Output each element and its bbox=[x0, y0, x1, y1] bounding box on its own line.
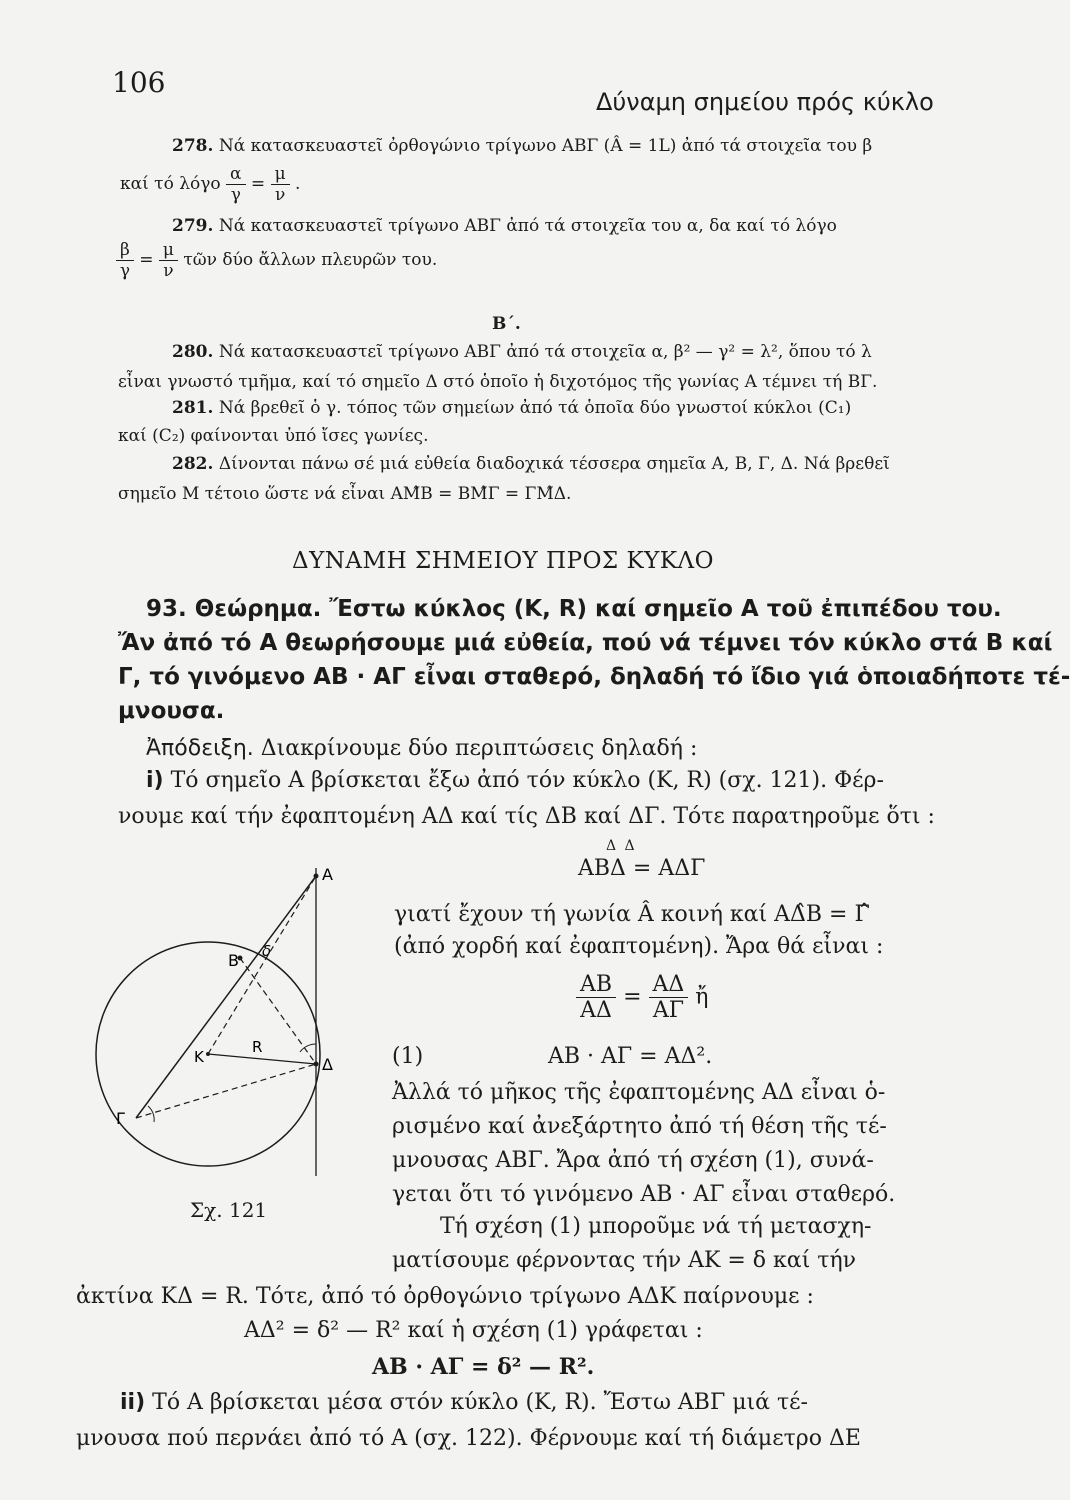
eq1-label: (1) bbox=[392, 1044, 424, 1069]
exercise-number: 281. bbox=[172, 398, 214, 418]
fraction: $\frac{\mu}{\nu}$ bbox=[271, 164, 290, 205]
fraction: $\frac{AB}{A\Delta}$ bbox=[576, 972, 616, 1023]
triangle-similarity: ΑΒΔ = ΑΔΓ bbox=[578, 856, 706, 881]
after-line-6: ματίσουμε φέρνοντας τήν ΑΚ = δ καί τήν bbox=[392, 1248, 856, 1273]
after-line-4: γεται ὅτι τό γινόμενο ΑΒ · ΑΓ εἶναι σταθερό. bbox=[392, 1182, 896, 1207]
exercise-text: Νά βρεθεῖ ὁ γ. τόπος τῶν σημείων ἀπό τά ὁποῖα δύο γνωστοί κύκλοι (C₁) bbox=[218, 398, 852, 418]
exercise-text: Νά κατασκευαστεῖ τρίγωνο ΑΒΓ ἀπό τά στοιχεῖα του α, δα καί τό λόγο bbox=[218, 216, 837, 236]
proof-intro bbox=[146, 736, 697, 761]
exercise-279-line1 bbox=[172, 216, 837, 236]
cont-line: ἀκτίνα ΚΔ = R. Τότε, ἀπό τό ὀρθογώνιο τρίγωνο ΑΔΚ παίρνουμε : bbox=[76, 1284, 814, 1309]
exercise-280-line2: εἶναι γνωστό τμῆμα, καί τό σημεῖο Δ στό ὁποῖο ἡ διχοτόμος τῆς γωνίας Α τέμνει τή ΒΓ. bbox=[118, 372, 878, 392]
point-a bbox=[314, 874, 319, 879]
proof-intro-text: Διακρίνουμε δύο περιπτώσεις δηλαδή : bbox=[260, 736, 698, 761]
theorem-line-1: 93. Θεώρημα. Ἔστω κύκλος (Κ, R) καί σημεῖο Α τοῦ ἐπιπέδου του. bbox=[146, 596, 1002, 622]
fraction: $\frac{A\Delta}{A\Gamma}$ bbox=[649, 972, 689, 1023]
angle-d-mark bbox=[300, 1044, 316, 1052]
exercise-number: 279. bbox=[172, 216, 214, 236]
exercise-281-line1 bbox=[172, 398, 851, 418]
point-k bbox=[206, 1052, 210, 1056]
segment-ak bbox=[208, 876, 316, 1054]
figure-121 bbox=[90, 860, 380, 1180]
after-line-2: ρισμένο καί ἀνεξάρτητο ἀπό τή θέση τῆς τέ- bbox=[392, 1114, 887, 1139]
case1-line-1 bbox=[146, 768, 884, 793]
eq3: ΑΒ · ΑΓ = δ² — R². bbox=[372, 1354, 595, 1380]
case2-line-2: μνουσα πού περνάει ἀπό τό Α (σχ. 122). Φέρνουμε καί τή διάμετρο ΔΕ bbox=[76, 1426, 861, 1451]
fraction: $\frac{\alpha}{\gamma}$ bbox=[226, 164, 245, 205]
case-text: Τό Α βρίσκεται μέσα στόν κύκλο (Κ, R). Ἔστω ΑΒΓ μιά τέ- bbox=[152, 1390, 808, 1415]
proof-label: Ἀπόδειξη. bbox=[146, 736, 254, 761]
point-d bbox=[314, 1062, 319, 1067]
exercise-280-line1 bbox=[172, 342, 872, 362]
triangle-marks: Δ Δ bbox=[606, 838, 635, 854]
exercise-281-line2: καί (C₂) φαίνονται ὑπό ἴσες γωνίες. bbox=[118, 426, 429, 446]
running-title: Δύναμη σημείου πρός κύκλο bbox=[596, 88, 934, 116]
eq1: ΑΒ · ΑΓ = ΑΔ². bbox=[548, 1044, 713, 1069]
section-label: Β΄. bbox=[492, 314, 521, 334]
label-d: Δ bbox=[322, 1055, 333, 1074]
why-line-1: γιατί ἔχουν τή γωνία Â κοινή καί ΑΔ̂Β = Γ̂ bbox=[394, 902, 870, 927]
exercise-282-line1 bbox=[172, 454, 890, 474]
theorem-line-4: μνουσα. bbox=[118, 698, 225, 724]
exercise-text: καί τό λόγο bbox=[120, 174, 221, 194]
exercise-278-line2: καί τό λόγο $\frac{\alpha}{\gamma}$ = $\frac{\mu}{\nu}$ . bbox=[120, 164, 301, 205]
eq2: ΑΔ² = δ² — R² καί ἡ σχέση (1) γράφεται : bbox=[244, 1318, 703, 1343]
chord-gd bbox=[136, 1064, 316, 1118]
figure-caption: Σχ. 121 bbox=[190, 1198, 268, 1222]
case-text: Τό σημεῖο Α βρίσκεται ἔξω ἀπό τόν κύκλο (Κ, R) (σχ. 121). Φέρ- bbox=[170, 768, 884, 793]
case-label: i) bbox=[146, 768, 164, 793]
case-label: ii) bbox=[120, 1390, 146, 1415]
label-a: A bbox=[322, 865, 333, 884]
label-b: B bbox=[228, 951, 239, 970]
fraction: $\frac{\mu}{\nu}$ bbox=[159, 240, 178, 281]
exercise-number: 282. bbox=[172, 454, 214, 474]
case2-line-1 bbox=[120, 1390, 808, 1415]
fraction: $\frac{\beta}{\gamma}$ bbox=[116, 240, 134, 281]
exercise-279-line2: $\frac{\beta}{\gamma}$ = $\frac{\mu}{\nu}$ τῶν δύο ἄλλων πλευρῶν του. bbox=[116, 240, 437, 281]
exercise-278-line1 bbox=[172, 136, 872, 156]
section-heading: ΔΥΝΑΜΗ ΣΗΜΕΙΟΥ ΠΡΟΣ ΚΥΚΛΟ bbox=[292, 548, 715, 574]
theorem-line-2: Ἄν ἀπό τό Α θεωρήσουμε μιά εὐθεία, πού νά τέμνει τόν κύκλο στά Β καί bbox=[118, 630, 1053, 656]
after-line-3: μνουσας ΑΒΓ. Ἄρα ἀπό τή σχέση (1), συνά- bbox=[392, 1148, 874, 1173]
theorem-line-3: Γ, τό γινόμενο ΑΒ · ΑΓ εἶναι σταθερό, δηλαδή τό ἴδιο γιά ὁποιαδήποτε τέ- bbox=[118, 664, 1070, 690]
why-line-2: (ἀπό χορδή καί ἐφαπτομένη). Ἄρα θά εἶναι : bbox=[394, 934, 884, 959]
page-number: 106 bbox=[112, 66, 166, 99]
label-r: R bbox=[252, 1038, 263, 1056]
secant-line bbox=[136, 876, 316, 1118]
ratio-equation: $\frac{AB}{A\Delta}$ = $\frac{A\Delta}{A\Gamma}$ ἤ bbox=[576, 972, 708, 1023]
exercise-text: Δίνονται πάνω σέ μιά εὐθεία διαδοχικά τέσσερα σημεῖα Α, Β, Γ, Δ. Νά βρεθεῖ bbox=[218, 454, 890, 474]
after-line-5: Τή σχέση (1) μποροῦμε νά τή μετασχη- bbox=[440, 1214, 872, 1239]
exercise-number: 278. bbox=[172, 136, 214, 156]
exercise-number: 280. bbox=[172, 342, 214, 362]
label-k: K bbox=[194, 1048, 204, 1066]
exercise-text: Νά κατασκευαστεῖ τρίγωνο ΑΒΓ ἀπό τά στοιχεῖα α, β² — γ² = λ², ὅπου τό λ bbox=[218, 342, 872, 362]
label-g: Γ bbox=[116, 1109, 125, 1128]
exercise-282-line2: σημεῖο Μ τέτοιο ὥστε νά εἶναι ΑΜ̂Β = ΒΜ̂Γ = ΓΜ̂Δ. bbox=[118, 484, 572, 504]
case1-line-2: νουμε καί τήν ἐφαπτομένη ΑΔ καί τίς ΔΒ καί ΔΓ. Τότε παρατηροῦμε ὅτι : bbox=[118, 804, 935, 829]
label-delta: δ bbox=[262, 942, 272, 960]
exercise-text: Νά κατασκευαστεῖ ὀρθογώνιο τρίγωνο ΑΒΓ (Â = 1L) ἀπό τά στοιχεῖα του β bbox=[218, 136, 873, 156]
after-line-1: Ἀλλά τό μῆκος τῆς ἐφαπτομένης ΑΔ εἶναι ὁ- bbox=[392, 1080, 886, 1105]
